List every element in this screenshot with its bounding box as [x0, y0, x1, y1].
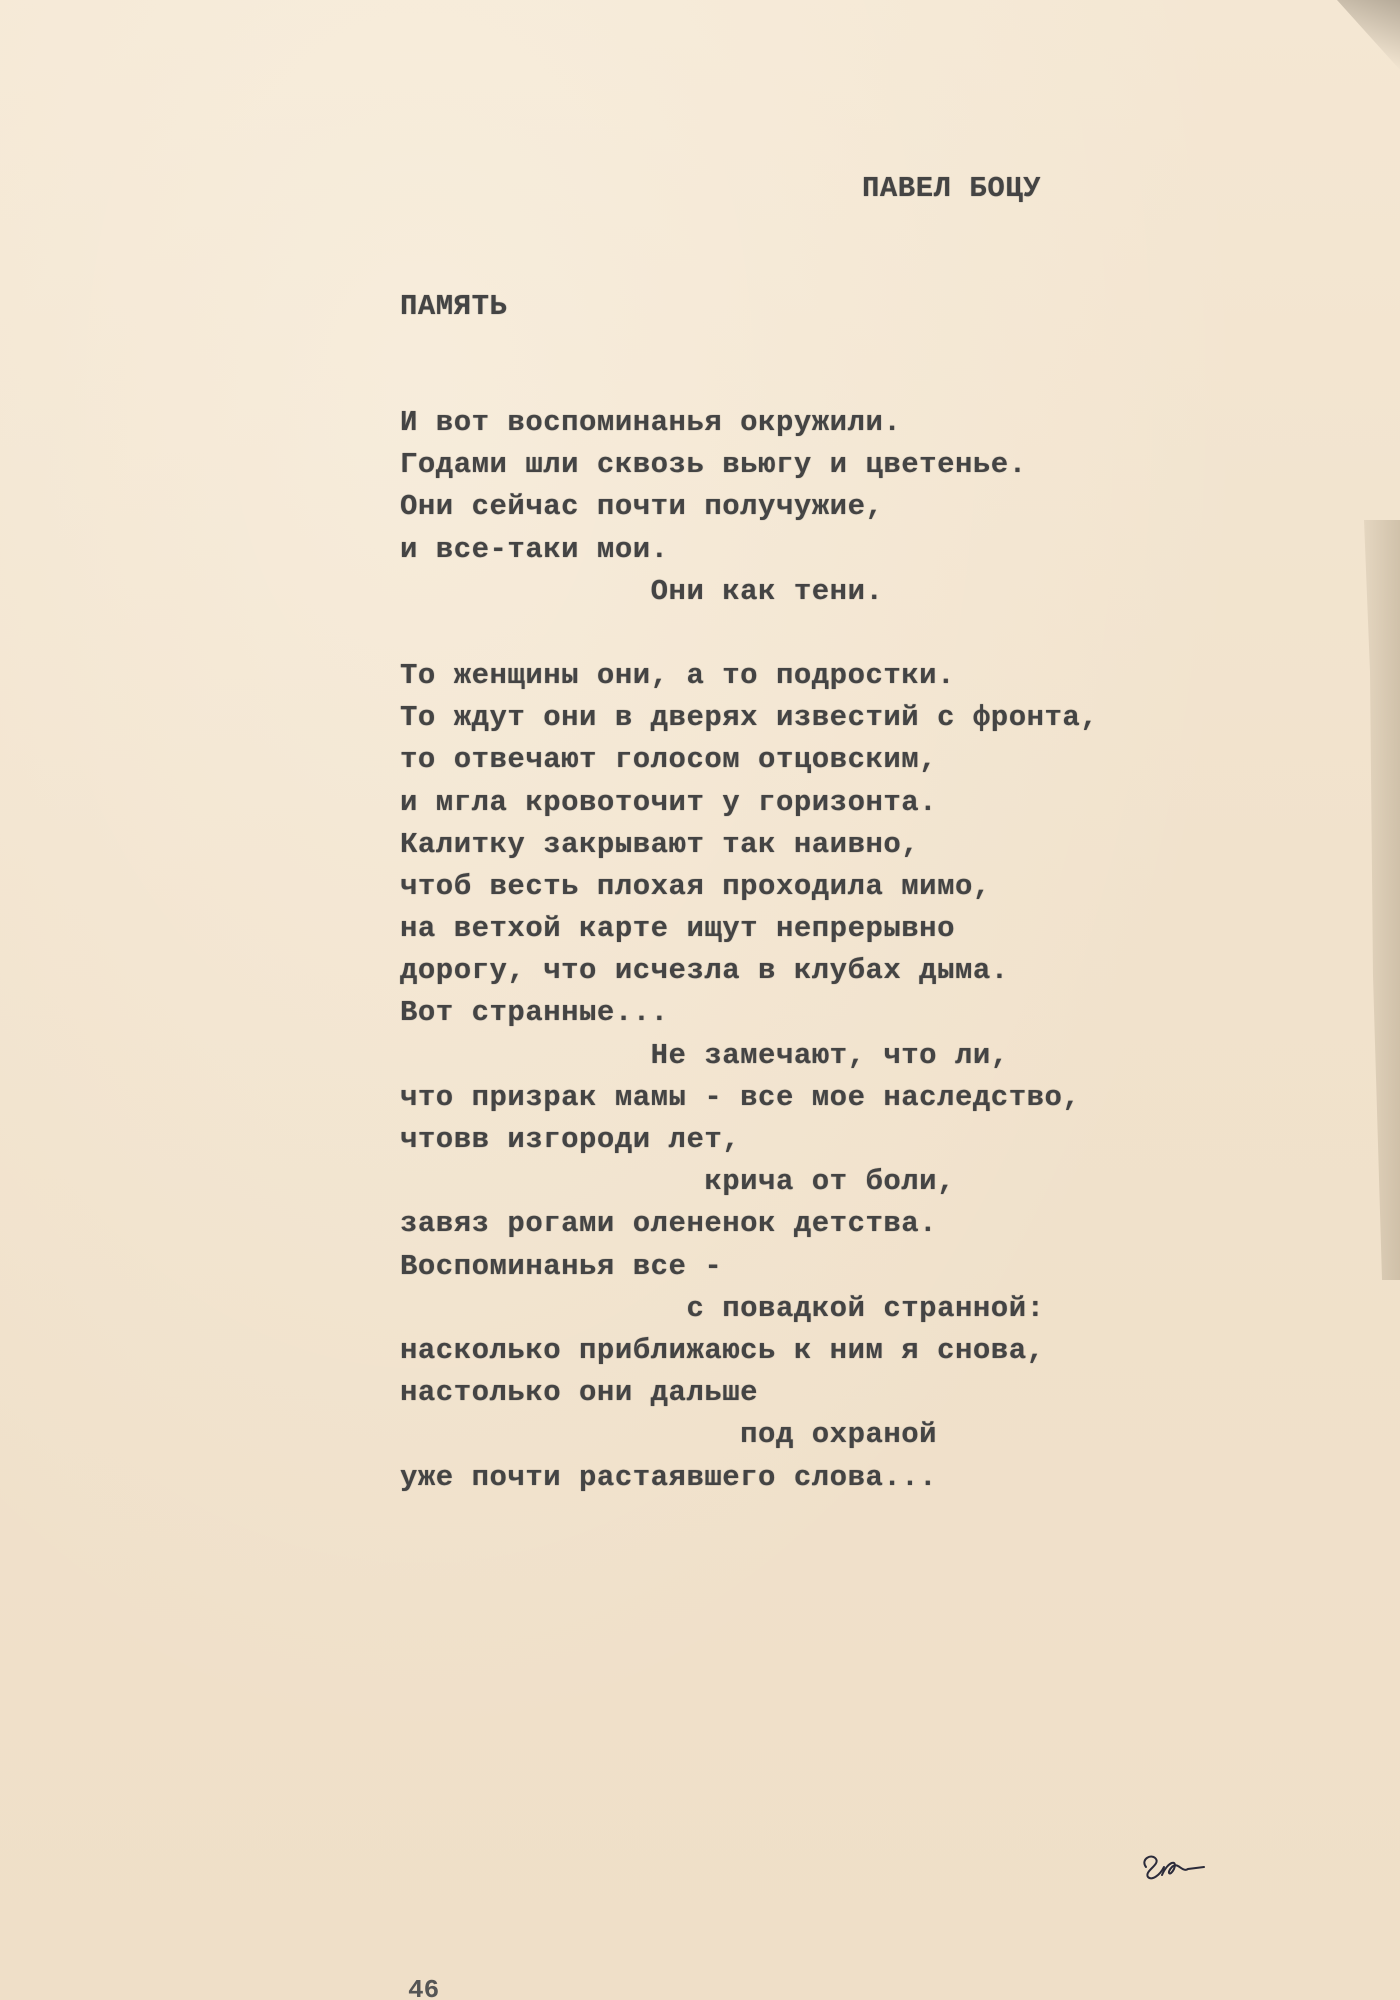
poem-body [400, 402, 1098, 1499]
poem-line: чтовв изгороди лет, [400, 1123, 741, 1156]
poem-line: на ветхой карте ищут непрерывно [400, 912, 955, 946]
poem-line: что призрак мамы - все мое наследство, [400, 1080, 1081, 1114]
poem-line: Они сейчас почти получужие, [400, 490, 884, 524]
poem-line: Воспоминанья все - [400, 1249, 723, 1283]
poem-line: чтоб весть плохая проходила мимо, [400, 869, 991, 903]
poem-line: настолько они дальше [400, 1376, 759, 1410]
poem-line: Калитку закрывают так наивно, [400, 827, 920, 861]
handwritten-initials [1138, 1845, 1208, 1885]
poem-line: и мгла кровоточит у горизонта. [400, 785, 938, 819]
torn-edge [1340, 520, 1400, 1280]
poem-line: Годами шли сквозь вьюгу и цветенье. [400, 448, 1027, 482]
poem-line: То женщины они, а то подростки. [400, 658, 955, 692]
poem-line: И вот воспоминанья окружили. [400, 406, 902, 439]
poem-line: с повадкой странной: [400, 1291, 1045, 1325]
poem-line: Они как тени. [400, 574, 884, 608]
corner-fold [1310, 0, 1400, 70]
poem-title: ПАМЯТЬ [400, 290, 508, 323]
stanza-break [400, 613, 1098, 655]
poem-line: То ждут они в дверях известий с фронта, [400, 701, 1099, 735]
poem-line: и все-таки мои. [400, 532, 669, 566]
author-name: ПАВЕЛ БОЦУ [862, 172, 1042, 205]
poem-line: уже почти растаявшего слова... [400, 1460, 938, 1494]
poem-line: Не замечают, что ли, [400, 1038, 1009, 1072]
page-number: 46 [408, 1975, 440, 2000]
poem-line: то отвечают голосом отцовским, [400, 743, 938, 777]
poem-line: завяз рогами олененок детства. [400, 1207, 938, 1241]
poem-line: дорогу, что исчезла в клубах дыма. [400, 954, 1009, 988]
poem-line: под охраной [400, 1418, 938, 1452]
poem-line: Вот странные... [400, 996, 669, 1030]
poem-line: насколько приближаюсь к ним я снова, [400, 1333, 1045, 1367]
poem-line: крича от боли, [400, 1165, 955, 1199]
